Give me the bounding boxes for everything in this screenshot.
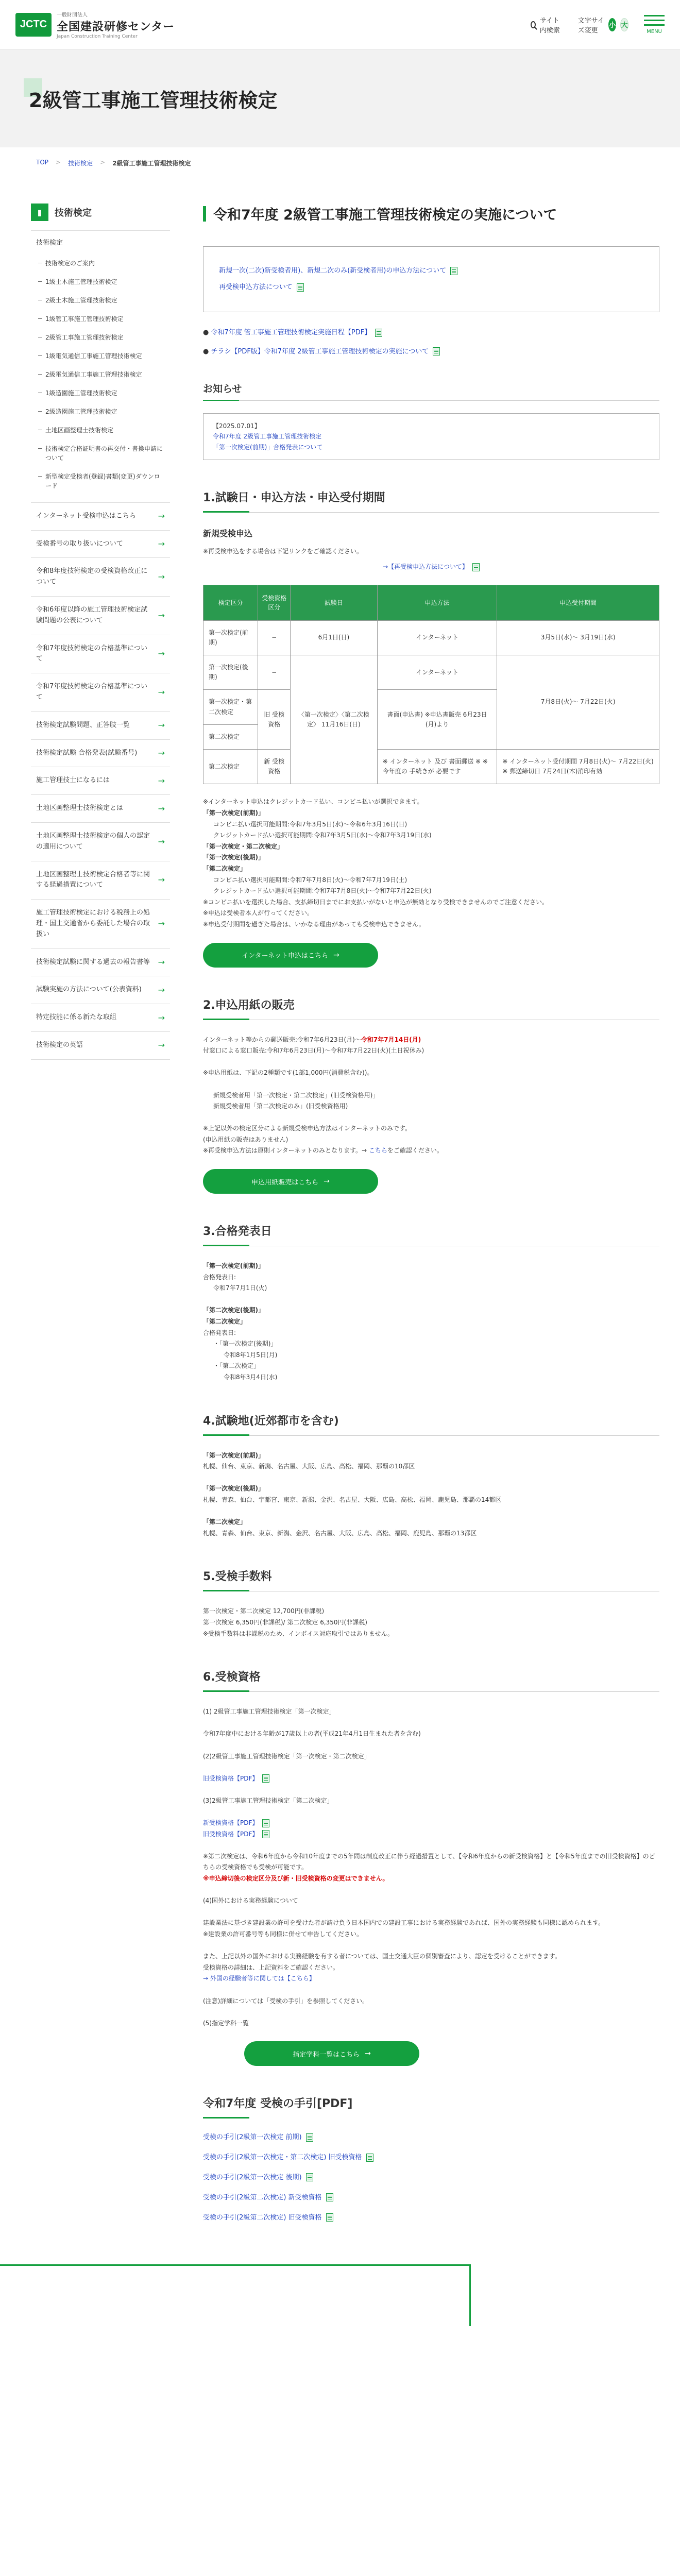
retake-here-link[interactable]: こちら <box>368 1147 387 1155</box>
sidebar-item[interactable]: 施工管理技術検定における税務上の処理・国土交通省から委託した場合の取扱い → <box>31 900 170 948</box>
notice-link-retake[interactable]: 再受検申込方法について <box>219 283 293 292</box>
logo-en: Japan Construction Training Center <box>57 33 138 39</box>
document-icon <box>450 267 457 275</box>
section-3-details: 「第一次検定(前期)」 合格発表日: 令和7年7月1日(火) 「第二次検定(後期)」 「第二次検定」 合格発表日: ・「第一次検定(後期)」 令和8年1月5日(月) ・「第二次検定」 令和8年3月4日(水) <box>203 1262 278 1381</box>
arrow-right-icon: → <box>158 720 165 731</box>
section-5-details: 第一次検定・第二次検定 12,700円(非課税) 第一次検定 6,350円(非課税)/ 第二次検定 6,350円(非課税) ※受検手数料は非課税のため、インボイス対応取引ではありません。 <box>203 1607 394 1637</box>
section-1-title: 1.試験日・申込方法・申込受付期間 <box>203 489 659 513</box>
news-box <box>203 413 659 460</box>
breadcrumb-current: 2級管工事施工管理技術検定 <box>112 160 191 167</box>
section-2-title: 2.申込用紙の販売 <box>203 996 659 1020</box>
section-3-title: 3.合格発表日 <box>203 1223 659 1246</box>
document-icon <box>472 563 480 571</box>
sidebar-item[interactable]: 受検番号の取り扱いについて → <box>31 531 170 558</box>
news-date: 【2025.07.01】 <box>213 422 261 430</box>
internet-apply-button[interactable]: インターネット申込はこちら → <box>203 943 378 968</box>
arrow-right-icon: → <box>158 1012 165 1023</box>
table-header: 受検資格区分 <box>258 585 291 620</box>
guide-links <box>203 2132 659 2223</box>
pdf-icon <box>262 1819 269 1827</box>
table-row: 第二次検定 新 受検資格 ※ インターネット 及び 書面郵送 ※ ※今年度の 手続きが 必要です ※ インターネット受付期間 7月8日(火)〜 7月22日(火) ※ 郵送締切日 7月24日(木)消印有効 <box>203 750 659 784</box>
sidebar-subitem[interactable]: 1級管工事施工管理技術検定 <box>36 310 165 328</box>
pdf-icon <box>326 2193 333 2201</box>
font-small-button[interactable]: 小 <box>608 18 616 31</box>
arrow-right-icon: → <box>158 985 165 995</box>
sidebar-item[interactable]: 技術検定試験 合格発表(試験番号) → <box>31 740 170 768</box>
hamburger-icon <box>644 15 665 16</box>
arrow-right-icon: → <box>158 572 165 582</box>
font-size-label: 文字サイズ変更 <box>577 16 604 35</box>
guide-title: 令和7年度 受検の手引[PDF] <box>203 2095 659 2118</box>
guide-pdf-link[interactable]: 受検の手引(2級第一次検定 後期) <box>203 2173 302 2181</box>
news-link-1[interactable]: 令和7年度 2級管工事施工管理技術検定 <box>213 433 322 440</box>
menu-label: MENU <box>647 28 662 35</box>
news-link-2[interactable]: 「第一次検定(前期)」合格発表について <box>213 443 323 451</box>
sidebar <box>31 204 170 2326</box>
sidebar-subitem[interactable]: 2級電気通信工事施工管理技術検定 <box>36 365 165 384</box>
page-hero <box>0 49 680 147</box>
retake-link[interactable]: →【再受検申込方法について】 <box>383 563 468 571</box>
sidebar-subitem[interactable]: 1級土木施工管理技術検定 <box>36 273 165 291</box>
new-qualification-pdf-link[interactable]: 新受検資格【PDF】 <box>203 1819 259 1827</box>
arrow-right-icon: → <box>158 687 165 698</box>
sidebar-item[interactable]: 土地区画整理士技術検定合格者等に関する経過措置について → <box>31 861 170 900</box>
main-content: 令和7年度 2級管工事施工管理技術検定の実施について 新規一次(二次)新受検者用)、新規二次のみ(新受検者用)の申込方法について 再受検申込方法について ● 令和7年度 管工事施工管理技術検定実施日程【PDF】 ● チラシ【PDF版】令和7年度 2級管工事施工管理技術検定の実施について お知らせ 【2025.07.01】 令和7年度 2級管工事施工管理技術検定 「第一次検定(前期)」合格発表について 1.試験日・申込方法・申込受付期間 新規受検申込 ※再受検申込をする場合は下記リンクをご確認ください。 →【再受検申込方法について】 検定区分 受検資格区分 試験日 申込方法 申込受付期間 第一次検定(前期) − 6月1日(日) インターネット 3月5日(水)〜 3月19日(水) 第一次検定(後期) − 〈第一次検定〉〈第二次検定〉 11月16日(日) インターネット 7月8日(火)〜 7月22日(火) 第一次検定・第二次検定 旧 受検資格 書面(申込書) ※申込書販売 6月23日(月)より 第二次検定 第二次検定 新 受検資格 ※ インターネット 及び 書面郵送 ※ ※今年度の 手続きが 必要です ※ インターネット受付期間 7月8日(火)〜 7月22日(火) ※ 郵送締切日 7月24日(木)消印有効 ※インターネット申込はクレジットカード払い、コンビニ払いが選択できます。 「第一次検定(前期)」 コンビニ払い選択可能期間:令和7年3月5日(水)〜令和6年3月16日(日) クレジットカード払い選択可能期間:令和7年3月5日(水)〜令和7年3月19日(水) 「第一次検定・第二次検定」 「第一次検定(後期)」 「第二次検定」 コンビニ払い選択可能期間:令和7年7月8日(火)〜令和7年7月19日(土) クレジットカード払い選択可能期間:令和7年7月8日(火)〜令和7年7月22日(火) ※コンビニ払いを選択した場合、支払締切日までにお支払いがないと申込が無効となり受検できませんのでご注意ください。 ※申込は受検者本人が行ってください。 ※申込受付期間を過ぎた場合は、いかなる理由があっても受検申込できません。 インターネット申込はこちら → 2.申込用紙の販売 インターネット等からの郵送販売:令和7年6月23日(月)〜令和7年7月14日(月) 付窓口による窓口販売:令和7年6月23日(月)〜令和7年7月22日(火)(土日祝休み) ※申込用紙は、下記の2種類です(1部1,000円(消費税含む))。 新規受検者用「第一次検定・第二次検定」(旧受検資格用)」 新規受検者用「第二次検定のみ」(旧受検資格用) ※上記以外の検定区分による新規受検申込方法はインターネットのみです。 (申込用紙の販売はありません) ※再受検申込方法は原則インターネットのみとなります。→ こちらをご確認ください。 申込用紙販売はこちら → 3.合格発表日 「第一次検定(前期)」 合格発表日: 令和7年7月1日(火) 「第二次検定(後期)」 「第二次検定」 合格発表日: ・「第一次検定(後期)」 令和8年1月5日(月) ・「第二次検定」 令和8年3月4日(水) 4.試験地(近郊都市を含む) 「第一次検定(前期)」 札幌、仙台、東京、新潟、名古屋、大阪、広島、高松、福岡、那覇の10都区 「第一次検定(後期)」 札幌、青森、仙台、宇都宮、東京、新潟、金沢、名古屋、大阪、広島、高松、福岡、鹿児島、那覇の14都区 「第二次検定」 札幌、青森、仙台、東京、新潟、金沢、名古屋、大阪、広島、高松、福岡、鹿児島、那覇の13都区 5.受検手数料 第一次検定・第二次検定 12,700円(非課税) 第一次検定 6,350円(非課税)/ 第二次検定 6,350円(非課税) ※受検手数料は非課税のため、インボイス対応取引ではありません。 6.受検資格 (1) 2級管工事施工管理技術検定「第一次検定」 令和7年度中における年齢が17歳以上の者(平成21年4月1日生まれた者を含む) (2)2級管工事施工管理技術検定「第一次検定・第二次検定」 旧受検資格【PDF】 (3)2級管工事施工管理技術検定「第二次検定」 新受検資格【PDF】 旧受検資格【PDF】 ※第二次検定は、令和6年度から令和10年度までの5年間は制度改正に伴う経過措置として、【令和6年度からの新受検資格】と【令和5年度までの旧受検資格】のどちらの受検資格でも受検が可能です。 ※申込締切後の検定区分及び新・旧受検資格の変更はできません。 (4)国外における実務経験について 建設業法に基づき建設業の許可を受けた者が請け負う日本国内での建設工事における実務経験であれば、国外の実務経験も同様に認められます。 ※建設業の許可番号等も同様に併せて申告してください。 また、上記以外の国外における実務経験を有する者については、国土交通大臣の個別審査により、認定を受けることができます。 受検資格の詳細は、上記資料をご確認ください。 → 外国の経験者等に関しては【こちら】 (注意)詳細については「受検の手引」を参照してください。 (5)指定学科一覧 指定学科一覧はこちら → 令和7年度 受検の手引[PDF] 受検の手引(2級第一次検定 前期) 受検の手引(2級第一次検定・第二次検定) 旧受検資格 受検の手引(2級第一次検定 後期) 受検の手引(2級第二次検定) 新受検資格 受検の手引(2級第二次検定) 旧受検資格 <box>203 204 659 2326</box>
sidebar-subitem[interactable]: 2級管工事施工管理技術検定 <box>36 328 165 347</box>
sidebar-item[interactable]: 土地区画整理士技術検定とは → <box>31 795 170 823</box>
sidebar-title: ▮ 技術検定 <box>31 204 170 221</box>
sidebar-item[interactable]: 技術検定試験に関する過去の報告書等 → <box>31 949 170 977</box>
arrow-right-icon: → <box>158 919 165 929</box>
logo-sub: 一般財団法人 <box>57 12 88 18</box>
breadcrumb-level2[interactable]: 技術検定 <box>68 160 93 167</box>
pdf-icon <box>306 2173 313 2181</box>
arrow-right-icon: → <box>158 775 165 786</box>
sidebar-subitem[interactable]: 1級造園施工管理技術検定 <box>36 384 165 402</box>
foreign-experience-link[interactable]: → 外国の経験者等に関しては【こちら】 <box>203 1975 315 1982</box>
pdf-icon <box>306 2133 313 2142</box>
pdf-icon <box>326 2213 333 2222</box>
sidebar-item[interactable]: 令和6年度以降の施工管理技術検定試験問題の公表について → <box>31 597 170 635</box>
guide-pdf-link[interactable]: 受検の手引(2級第二次検定) 新受検資格 <box>203 2193 322 2201</box>
arrow-right-icon: → <box>158 748 165 758</box>
section-6-title: 6.受検資格 <box>203 1668 659 1692</box>
sidebar-subitem[interactable]: 2級土木施工管理技術検定 <box>36 291 165 310</box>
sidebar-item[interactable]: 特定技能に係る新たな取組 → <box>31 1004 170 1032</box>
sidebar-item[interactable]: 令和7年度技術検定の合格基準について → <box>31 673 170 712</box>
arrow-right-icon: → <box>158 610 165 620</box>
pdf-icon <box>433 347 440 355</box>
section-1-subtitle: 新規受検申込 <box>203 528 253 538</box>
table-row: 第一次検定(後期) − 〈第一次検定〉〈第二次検定〉 11月16日(日) インターネット 7月8日(火)〜 7月22日(火) <box>203 655 659 690</box>
arrow-right-icon: → <box>158 1040 165 1050</box>
form-sales-button[interactable]: 申込用紙販売はこちら → <box>203 1169 378 1194</box>
schedule-table <box>203 585 659 785</box>
arrow-right-icon: → <box>158 836 165 846</box>
table-header: 申込受付期間 <box>497 585 659 620</box>
section-5-title: 5.受検手数料 <box>203 1568 659 1591</box>
notice-box <box>203 246 659 312</box>
arrow-right-icon: → <box>158 511 165 521</box>
site-search-button[interactable] <box>531 15 563 35</box>
guide-pdf-link[interactable]: 受検の手引(2級第一次検定・第二次検定) 旧受検資格 <box>203 2154 362 2162</box>
table-row: 第二次検定 <box>203 724 659 749</box>
section-2-details: インターネット等からの郵送販売:令和7年6月23日(月)〜令和7年7月14日(月) 付窓口による窓口販売:令和7年6月23日(月)〜令和7年7月22日(火)(土日祝休み) ※申込用紙は、下記の2種類です(1部1,000円(消費税含む))。 新規受検者用「第一次検定・第二次検定」(旧受検資格用)」 新規受検者用「第二次検定のみ」(旧受検資格用) ※上記以外の検定区分による新規受検申込方法はインターネットのみです。 (申込用紙の販売はありません) ※再受検申込方法は原則インターネットのみとなります。→ こちらをご確認ください。 <box>203 1036 443 1155</box>
site-logo[interactable] <box>15 10 531 39</box>
sidebar-subitem[interactable]: 1級電気通信工事施工管理技術検定 <box>36 347 165 365</box>
table-row: 第一次検定・第二次検定 旧 受検資格 書面(申込書) ※申込書販売 6月23日(月)より <box>203 690 659 724</box>
font-size-control <box>578 15 628 35</box>
search-icon <box>531 21 536 28</box>
section-1-note: ※再受検申込をする場合は下記リンクをご確認ください。 <box>203 547 363 555</box>
sidebar-group <box>31 231 170 503</box>
sidebar-subitem[interactable]: 技術検定合格証明書の再交付・書換申請について <box>36 439 165 467</box>
sidebar-item[interactable]: インターネット受検申込はこちら → <box>31 503 170 531</box>
section-6-details: (1) 2級管工事施工管理技術検定「第一次検定」 令和7年度中における年齢が17歳以上の者(平成21年4月1日生まれた者を含む) (2)2級管工事施工管理技術検定「第一次検定・第二次検定」 旧受検資格【PDF】 (3)2級管工事施工管理技術検定「第二次検定」 新受検資格【PDF】 旧受検資格【PDF】 ※第二次検定は、令和6年度から令和10年度までの5年間は制度改正に伴う経過措置として、【令和6年度からの新受検資格】と【令和5年度までの旧受検資格】のどちらの受検資格でも受検が可能です。 ※申込締切後の検定区分及び新・旧受検資格の変更はできません。 (4)国外における実務経験について 建設業法に基づき建設業の許可を受けた者が請け負う日本国内での建設工事における実務経験であれば、国外の実務経験も同様に認められます。 ※建設業の許可番号等も同様に併せて申告してください。 また、上記以外の国外における実務経験を有する者については、国土交通大臣の個別審査により、認定を受けることができます。 受検資格の詳細は、上記資料をご確認ください。 → 外国の経験者等に関しては【こちら】 (注意)詳細については「受検の手引」を参照してください。 (5)指定学科一覧 <box>203 1708 655 2027</box>
sidebar-subitem[interactable]: 土地区画整理士技術検定 <box>36 421 165 439</box>
breadcrumb: TOP > 技術検定 > 2級管工事施工管理技術検定 <box>36 159 191 167</box>
sidebar-item[interactable]: 施工管理技士になるには → <box>31 767 170 795</box>
menu-button[interactable] <box>644 15 665 35</box>
search-label: サイト内検索 <box>539 16 560 35</box>
arrow-right-icon: → <box>158 803 165 814</box>
document-icon <box>297 283 304 292</box>
schedule-pdf-link[interactable]: 令和7年度 管工事施工管理技術検定実施日程【PDF】 <box>211 329 371 337</box>
section-4-details: 「第一次検定(前期)」 札幌、仙台、東京、新潟、名古屋、大阪、広島、高松、福岡、那覇の10都区 「第一次検定(後期)」 札幌、青森、仙台、宇都宮、東京、新潟、金沢、名古屋、大阪、広島、高松、福岡、鹿児島、那覇の14都区 「第二次検定」 札幌、青森、仙台、東京、新潟、金沢、名古屋、大阪、広島、高松、福岡、鹿児島、那覇の13都区 <box>203 1451 502 1537</box>
book-icon: ▮ <box>31 204 48 221</box>
news-heading: お知らせ <box>203 381 659 401</box>
notice-link-new[interactable]: 新規一次(二次)新受検者用)、新規二次のみ(新受検者用)の申込方法について <box>219 267 447 275</box>
sidebar-subitem[interactable]: 新型検定受検者(登録)書類(変更)ダウンロード <box>36 467 165 495</box>
table-header: 検定区分 <box>203 585 258 620</box>
pdf-icon <box>375 329 382 337</box>
sidebar-item[interactable]: 技術検定の英語 → <box>31 1032 170 1060</box>
table-header: 試験日 <box>290 585 377 620</box>
guide-pdf-link[interactable]: 受検の手引(2級第二次検定) 旧受検資格 <box>203 2213 322 2222</box>
site-header <box>0 0 680 49</box>
sidebar-sublist <box>36 254 165 495</box>
sidebar-subitem[interactable]: 2級造園施工管理技術検定 <box>36 402 165 421</box>
section-4-title: 4.試験地(近郊都市を含む) <box>203 1412 659 1436</box>
section-1-details: ※インターネット申込はクレジットカード払い、コンビニ払いが選択できます。 「第一次検定(前期)」 コンビニ払い選択可能期間:令和7年3月5日(水)〜令和6年3月16日(日) クレジットカード払い選択可能期間:令和7年3月5日(水)〜令和7年3月19日(水) 「第一次検定・第二次検定」 「第一次検定(後期)」 「第二次検定」 コンビニ払い選択可能期間:令和7年7月8日(火)〜令和7年7月19日(土) クレジットカード払い選択可能期間:令和7年7月8日(火)〜令和7年7月22日(火) ※コンビニ払いを選択した場合、支払締切日までにお支払いがないと申込が無効となり受検できませんのでご注意ください。 ※申込は受検者本人が行ってください。 ※申込受付期間を過ぎた場合は、いかなる理由があっても受検申込できません。 <box>203 798 549 928</box>
table-row: 第一次検定(前期) − 6月1日(日) インターネット 3月5日(水)〜 3月19日(水) <box>203 620 659 655</box>
arrow-right-icon: → <box>158 539 165 549</box>
main-heading: 令和7年度 2級管工事施工管理技術検定の実施について <box>203 204 659 231</box>
subject-list-button[interactable]: 指定学科一覧はこちら → <box>244 2041 419 2066</box>
table-header: 申込方法 <box>377 585 497 620</box>
old-qualification-pdf-link-2[interactable]: 旧受検資格【PDF】 <box>203 1830 259 1838</box>
arrow-right-icon: → <box>158 957 165 968</box>
page-title: 2級管工事施工管理技術検定 <box>29 89 278 112</box>
sidebar-item[interactable]: 試験実施の方法について(公表資料) → <box>31 976 170 1004</box>
breadcrumb-top[interactable]: TOP <box>36 159 49 166</box>
flyer-pdf-link[interactable]: チラシ【PDF版】令和7年度 2級管工事施工管理技術検定の実施について <box>211 347 429 355</box>
sidebar-item[interactable]: 技術検定試験問題、正答肢一覧 → <box>31 712 170 740</box>
arrow-right-icon: → <box>158 649 165 659</box>
pdf-icon <box>262 1830 269 1838</box>
logo-mark: JCTC <box>15 13 52 37</box>
logo-main: 全国建設研修センター <box>57 20 175 33</box>
old-qualification-pdf-link[interactable]: 旧受検資格【PDF】 <box>203 1774 259 1782</box>
sidebar-item[interactable]: 令和7年度技術検定の合格基準について → <box>31 635 170 674</box>
sidebar-group-label[interactable]: 技術検定 <box>36 239 63 247</box>
sidebar-subitem[interactable]: 技術検定のご案内 <box>36 254 165 273</box>
pdf-icon <box>366 2154 373 2162</box>
pdf-icon <box>262 1774 269 1783</box>
sidebar-nav <box>31 230 170 1060</box>
sidebar-item[interactable]: 令和8年度技術検定の受検資格改正について → <box>31 558 170 597</box>
font-large-button[interactable]: 大 <box>620 18 628 31</box>
guide-pdf-link[interactable]: 受検の手引(2級第一次検定 前期) <box>203 2133 302 2142</box>
sidebar-item[interactable]: 土地区画整理士技術検定の個人の認定の適用について → <box>31 823 170 861</box>
footer-banner-frame <box>0 2264 471 2326</box>
arrow-right-icon: → <box>158 875 165 885</box>
